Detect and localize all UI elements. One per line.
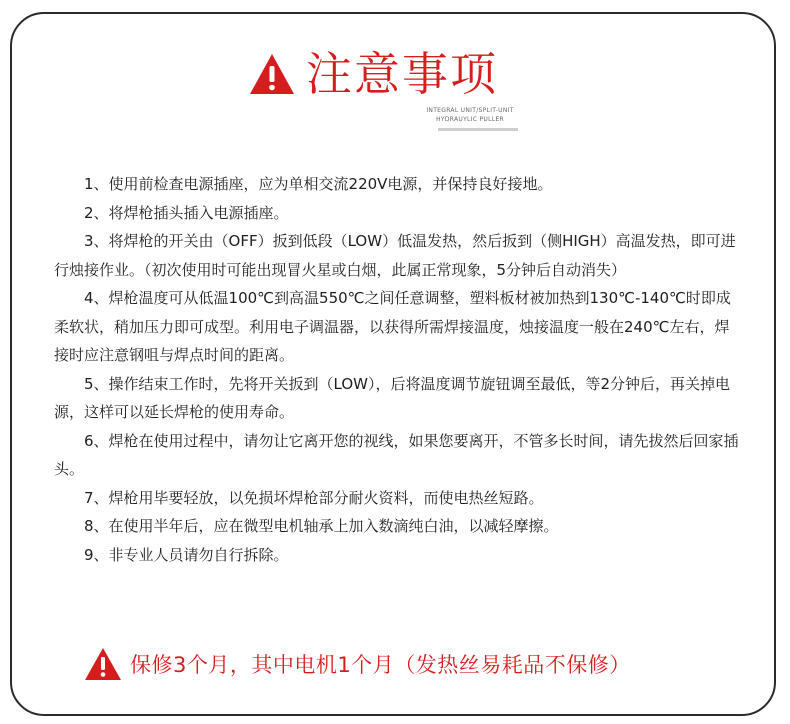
warning-triangle-icon — [84, 647, 122, 681]
subtitle-line: HYDRAUYLIC PULLER — [436, 116, 504, 123]
warranty-row — [84, 644, 631, 684]
page-title: 注意事项 — [306, 47, 498, 101]
note-item: 4、焊枪温度可从低温100℃到高温550℃之间任意调整，塑料板材被加热到130℃-140℃时即成柔软状，稍加压力即可成型。利用电子调温器，以获得所需焊接温度，烛接温度一般在240℃左右，焊接时应注意钢咀与焊点时间的距离。 — [54, 289, 731, 364]
warranty-text: 保修3个月，其中电机1个月（发热丝易耗品不保修） — [130, 653, 631, 677]
title-row — [248, 44, 498, 104]
note-item: 5、操作结束工作时，先将开关扳到（LOW），后将温度调节旋钮调至最低，等2分钟后，再关掉电源，这样可以延长焊枪的使用寿命。 — [54, 374, 731, 421]
note-item: 6、焊枪在使用过程中，请勿让它离开您的视线，如果您要离开，不管多长时间，请先拔然后回家插头。 — [54, 431, 739, 478]
note-item: 9、非专业人员请勿自行拆除。 — [84, 545, 289, 564]
notes-list — [54, 170, 744, 569]
note-item: 8、在使用半年后，应在微型电机轴承上加入数滴纯白油，以减轻摩擦。 — [84, 517, 559, 535]
warning-triangle-icon — [248, 52, 296, 96]
subtitle-line: INTEGRAL UNIT/SPLIT-UNIT — [426, 107, 514, 114]
note-item: 1、使用前检查电源插座，应为单相交流220V电源，并保持良好接地。 — [84, 175, 553, 193]
subtitle — [420, 106, 520, 124]
note-item: 7、焊枪用毕要轻放，以免损坏焊枪部分耐火资料，而使电热丝短路。 — [84, 488, 544, 507]
subtitle-underline — [438, 128, 518, 131]
note-item: 3、将焊枪的开关由（OFF）扳到低段（LOW）低温发热，然后扳到（侧HIGH）高温发热，即可进行烛接作业。（初次使用时可能出现冒火星或白烟，此属正常现象，5分钟后自动消失） — [54, 232, 736, 279]
note-item: 2、将焊枪插头插入电源插座。 — [84, 203, 289, 222]
